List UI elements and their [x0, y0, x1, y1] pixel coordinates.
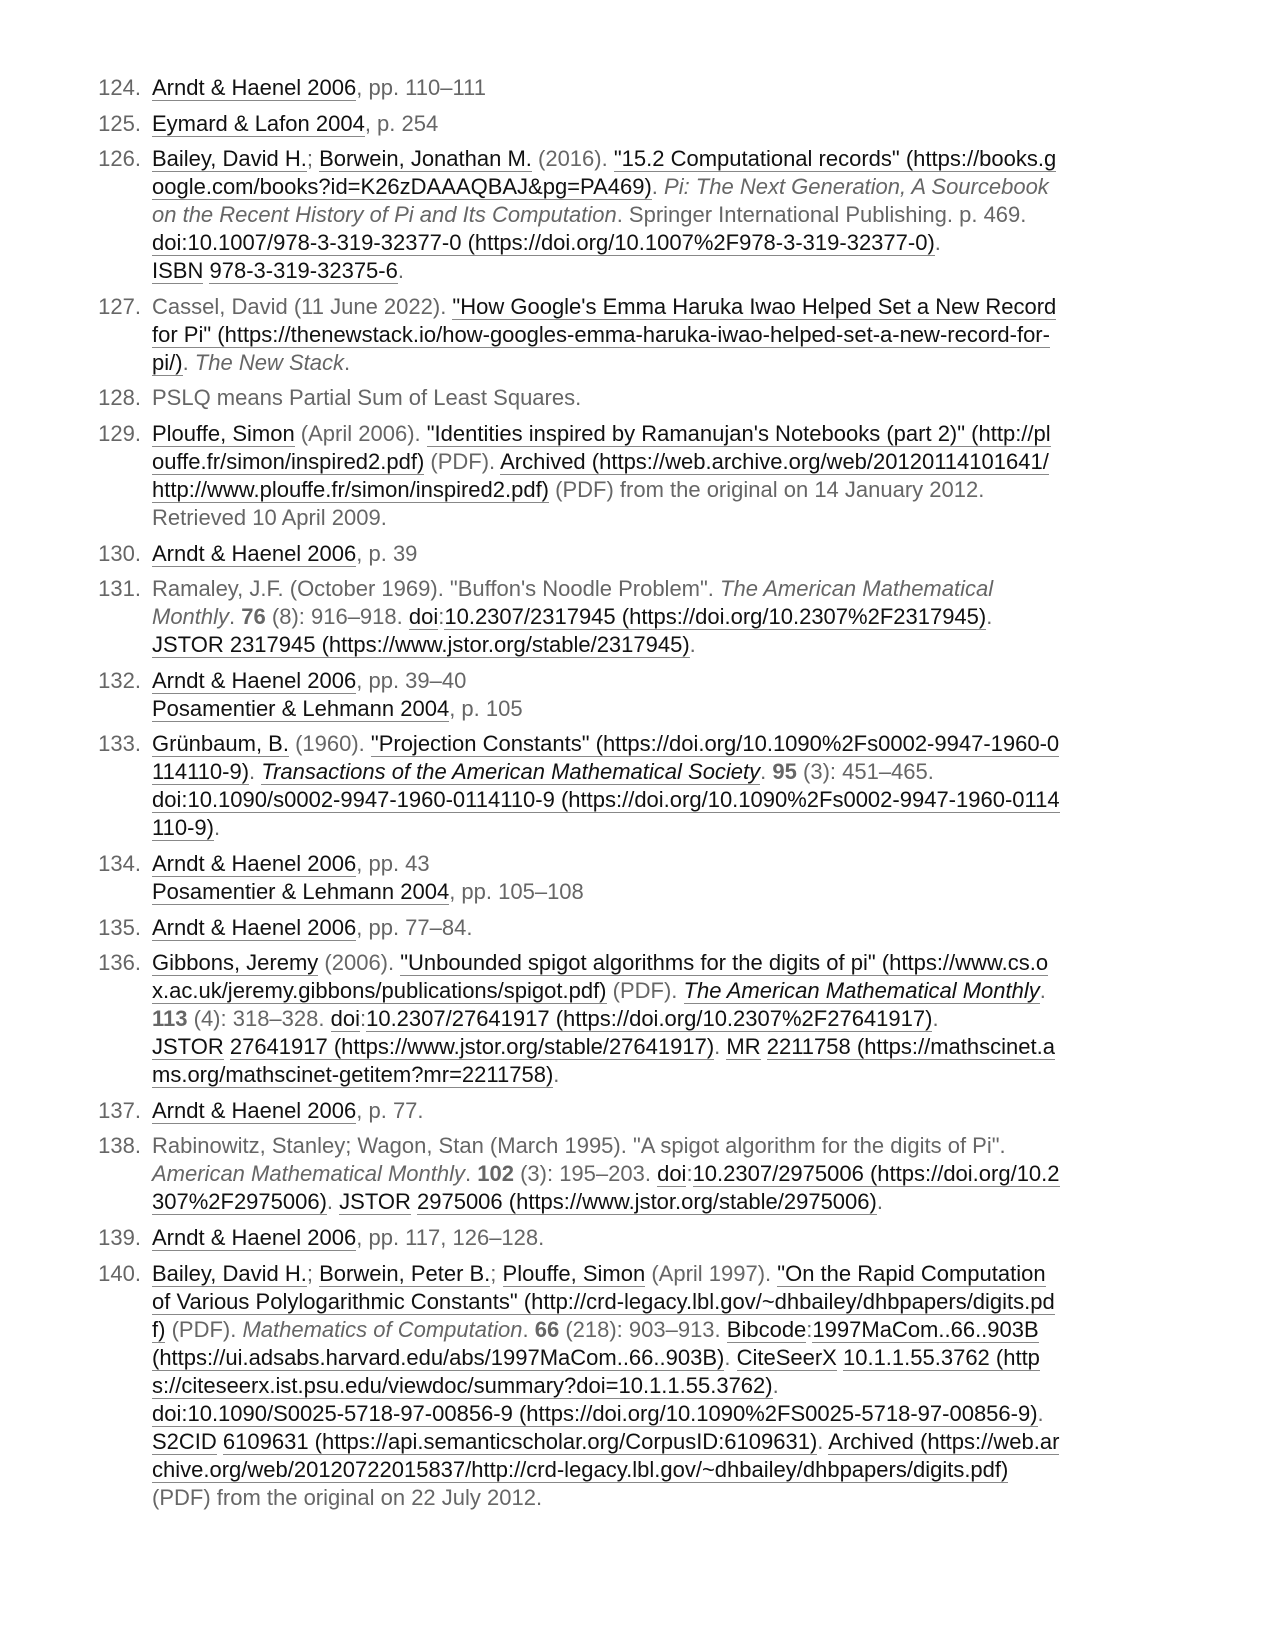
reference-line [152, 321, 1184, 349]
reference-link[interactable]: Arndt & Haenel 2006 [152, 540, 357, 566]
reference-line [152, 448, 1184, 476]
reference-number: 124. [98, 75, 141, 100]
reference-text [152, 914, 1184, 942]
reference-link[interactable]: ISBN [152, 258, 204, 284]
reference-line [152, 349, 1184, 377]
reference-link[interactable]: Gibbons, Jeremy [152, 950, 319, 976]
reference-text-segment: (4): 318–328. [187, 1006, 331, 1032]
reference-line [152, 1188, 1184, 1216]
reference-line [152, 384, 1184, 412]
reference-text-segment: , p. 105 [449, 695, 523, 721]
reference-text [152, 730, 1184, 842]
reference-text-segment: : [686, 1161, 693, 1187]
reference-link[interactable]: 10.2307/27641917 (https://doi.org/10.2307%2F27641917) [366, 1006, 933, 1032]
reference-text-segment: . [182, 349, 195, 375]
reference-link[interactable]: Borwein, Peter B. [319, 1260, 491, 1286]
reference-line [152, 476, 1184, 504]
reference-text-segment: . [343, 349, 351, 375]
reference-text-segment [217, 1429, 223, 1454]
reference-link[interactable]: Posamentier & Lehmann 2004 [152, 695, 450, 721]
reference-link[interactable]: 307%2F2975006) [152, 1189, 327, 1215]
reference-text-segment: . [1039, 978, 1046, 1004]
reference-text-segment: ; [490, 1260, 503, 1286]
reference-text [152, 575, 1184, 659]
reference-link[interactable]: Bibcode [726, 1316, 807, 1342]
reference-text-segment: , pp. 110–111 [356, 75, 486, 100]
reference-number: 128. [98, 385, 141, 411]
reference-line [152, 695, 1184, 723]
reference-link[interactable]: "Unbounded spigot algorithms for the digits of pi" (https://www.cs.o [400, 950, 1049, 976]
reference-link[interactable]: Grünbaum, B. [152, 731, 289, 757]
reference-line [152, 914, 1184, 942]
reference-text [152, 293, 1184, 377]
reference-line [152, 575, 1184, 603]
volume-number: 95 [772, 759, 797, 785]
reference-text-segment: Retrieved 10 April 2009. [152, 504, 387, 530]
reference-text-segment: . [522, 1316, 535, 1342]
reference-text [152, 145, 1184, 285]
reference-text-segment: , pp. 105–108 [449, 878, 584, 904]
reference-line [152, 145, 1184, 173]
reference-line [152, 1400, 1184, 1428]
reference-text-segment: . [714, 1034, 727, 1060]
reference-line [152, 504, 1184, 532]
reference-link[interactable]: chive.org/web/20120722015837/http://crd-legacy.lbl.gov/~dhbailey/dhbpapers/digits.pdf) [152, 1456, 1009, 1482]
reference-link[interactable]: JSTOR [339, 1189, 411, 1215]
publication-title: The New Stack [194, 349, 344, 375]
reference-number: 137. [98, 1097, 141, 1123]
publication-title: Pi: The Next Generation, A Sourcebook [664, 174, 1049, 200]
reference-line [152, 74, 1184, 102]
reference-link[interactable]: ouffe.fr/simon/inspired2.pdf) [152, 448, 425, 474]
reference-link[interactable]: Arndt & Haenel 2006 [152, 1097, 357, 1123]
reference-text-segment: . Springer International Publishing. p. 469. [616, 202, 1027, 228]
reference-text-segment: . [772, 1372, 779, 1398]
reference-line [152, 257, 1184, 285]
reference-text [152, 74, 1184, 102]
reference-item [0, 420, 1275, 532]
reference-line [152, 201, 1184, 229]
reference-number: 129. [98, 420, 141, 446]
reference-text-segment: . [817, 1428, 829, 1454]
reference-link[interactable]: x.ac.uk/jeremy.gibbons/publications/spigot.pdf) [152, 978, 607, 1004]
reference-text [152, 850, 1184, 906]
reference-item [0, 1132, 1275, 1216]
reference-text-segment: : [438, 604, 445, 630]
reference-text-segment: (PDF). [165, 1316, 243, 1342]
reference-link[interactable]: doi [330, 1006, 360, 1032]
reference-link[interactable]: Plouffe, Simon [152, 420, 295, 446]
reference-text-segment: . [326, 1189, 340, 1215]
reference-text-segment: . [934, 230, 941, 256]
reference-line [152, 977, 1184, 1005]
reference-text-segment: . [213, 815, 221, 841]
reference-number: 126. [98, 146, 141, 172]
reference-text-segment: . [553, 1062, 560, 1088]
reference-text-segment: , pp. 43 [356, 850, 430, 876]
reference-link[interactable]: 27641917 (https://www.jstor.org/stable/27641917) [229, 1034, 715, 1060]
reference-text-segment: . [1037, 1400, 1044, 1426]
publication-title: Monthly [152, 604, 230, 630]
reference-text [152, 949, 1184, 1089]
reference-text [152, 540, 1184, 568]
reference-link[interactable]: Arndt & Haenel 2006 [152, 75, 357, 100]
reference-text [152, 1132, 1184, 1216]
reference-text-segment: (2006). [318, 950, 401, 976]
reference-number: 136. [98, 950, 141, 976]
reference-link[interactable]: f) [152, 1316, 166, 1342]
reference-number: 127. [98, 293, 141, 319]
reference-text-segment: (PDF) from the original on 22 July 2012. [152, 1484, 543, 1510]
reference-line [152, 1097, 1184, 1125]
reference-line [152, 1061, 1184, 1089]
reference-link[interactable]: Posamentier & Lehmann 2004 [152, 878, 450, 904]
reference-link[interactable]: The American Mathematical Monthly [683, 978, 1040, 1004]
reference-link[interactable]: "15.2 Computational records" (https://books.g [613, 146, 1057, 172]
reference-text-segment: (PDF). [424, 448, 501, 474]
reference-number: 138. [98, 1133, 141, 1159]
reference-text-segment: Ramaley, J.F. (October 1969). "Buffon's Noodle Problem". [152, 576, 721, 602]
volume-number: 66 [534, 1316, 560, 1342]
reference-line [152, 1372, 1184, 1400]
reference-line [152, 758, 1184, 786]
reference-line [152, 1316, 1184, 1344]
reference-link[interactable]: 2975006 (https://www.jstor.org/stable/2975006) [417, 1189, 877, 1215]
reference-number: 134. [98, 850, 141, 876]
reference-text-segment: , p. 77. [356, 1097, 424, 1123]
reference-line [152, 949, 1184, 977]
reference-line [152, 786, 1184, 814]
reference-line [152, 667, 1184, 695]
reference-number: 135. [98, 914, 141, 940]
reference-line [152, 814, 1184, 842]
reference-link[interactable]: oogle.com/books?id=K26zDAAAQBAJ&pg=PA469) [152, 174, 652, 200]
publication-title: Mathematics of Computation [242, 1316, 523, 1342]
reference-link[interactable]: Bailey, David H. [152, 1260, 307, 1286]
reference-text [152, 1097, 1184, 1125]
reference-link[interactable]: Transactions of the American Mathematical Society [261, 759, 761, 785]
reference-text-segment: (2016). [531, 146, 614, 172]
reference-link[interactable]: Eymard & Lafon 2004 [152, 110, 365, 136]
reference-link[interactable]: doi [408, 604, 439, 630]
reference-link[interactable]: doi [657, 1161, 687, 1187]
reference-link[interactable]: for Pi" (https://thenewstack.io/how-googles-emma-haruka-iwao-helped-set-a-new-record-for- [152, 321, 1050, 347]
reference-line [152, 540, 1184, 568]
reference-link[interactable]: Arndt & Haenel 2006 [152, 914, 357, 940]
reference-line [152, 850, 1184, 878]
reference-line [152, 1033, 1184, 1061]
reference-link[interactable]: 2211758 (https://mathscinet.a [766, 1034, 1055, 1060]
reference-link[interactable]: Arndt & Haenel 2006 [152, 850, 357, 876]
reference-link[interactable]: of Various Polylogarithmic Constants" (http://crd-legacy.lbl.gov/~dhbailey/dhbpapers/digits.pd [152, 1288, 1055, 1314]
reference-text-segment: , pp. 39–40 [356, 667, 467, 693]
reference-link[interactable]: "How Google's Emma Haruka Iwao Helped Set a New Record [452, 293, 1057, 319]
reference-text-segment [224, 1034, 230, 1059]
reference-link[interactable]: Archived (https://web.ar [828, 1428, 1060, 1454]
reference-number: 133. [98, 731, 141, 757]
reference-line [152, 1288, 1184, 1316]
reference-text-segment: Rabinowitz, Stanley; Wagon, Stan (March 1995). "A spigot algorithm for the digits of Pi". [152, 1133, 1006, 1159]
reference-link[interactable]: pi/) [152, 349, 183, 375]
reference-link[interactable]: 10.1.1.55.3762 (http [842, 1344, 1040, 1370]
reference-link[interactable]: doi:10.1090/S0025-5718-97-00856-9 (https://doi.org/10.1090%2FS0025-5718-97-00856-9) [152, 1400, 1038, 1426]
reference-text-segment: . [932, 1006, 939, 1032]
reference-number: 132. [98, 667, 141, 693]
reference-text [152, 384, 1184, 412]
reference-link[interactable]: 114110-9) [152, 759, 250, 785]
reference-item [0, 74, 1275, 102]
reference-item [0, 384, 1275, 412]
reference-line [152, 1344, 1184, 1372]
reference-item [0, 540, 1275, 568]
reference-link[interactable]: JSTOR 2317945 (https://www.jstor.org/stable/2317945) [152, 632, 690, 658]
reference-link[interactable]: 978-3-319-32375-6 [209, 258, 398, 284]
reference-item [0, 850, 1275, 906]
reference-text-segment: . [689, 632, 696, 658]
publication-title: The American Mathematical [720, 576, 994, 602]
reference-link[interactable]: 10.2307/2317945 (https://doi.org/10.2307%2F2317945) [444, 604, 987, 630]
reference-item [0, 914, 1275, 942]
reference-link[interactable]: Bailey, David H. [152, 146, 307, 172]
reference-item [0, 575, 1275, 659]
reference-text-segment: PSLQ means Partial Sum of Least Squares. [152, 385, 582, 411]
reference-link[interactable]: "Identities inspired by Ramanujan's Notebooks (part 2)" (http://pl [426, 420, 1051, 446]
reference-text-segment: (3): 451–465. [796, 759, 934, 785]
reference-number: 140. [98, 1260, 141, 1286]
reference-text-segment: (1960). [288, 731, 371, 757]
reference-line [152, 293, 1184, 321]
reference-line [152, 420, 1184, 448]
reference-text-segment: (April 1997). [645, 1260, 778, 1286]
reference-number: 125. [98, 110, 141, 136]
reference-text-segment: . [229, 604, 242, 630]
reference-text-segment: . [651, 174, 665, 200]
reference-item [0, 667, 1275, 723]
reference-link[interactable]: doi:10.1090/s0002-9947-1960-0114110-9 (https://doi.org/10.1090%2Fs0002-9947-1960-0114 [152, 787, 1060, 813]
reference-link[interactable]: CiteSeerX [736, 1344, 837, 1370]
reference-text-segment: (218): 903–913. [559, 1316, 727, 1342]
volume-number: 76 [241, 604, 266, 630]
reference-number: 139. [98, 1224, 141, 1250]
reference-text-segment: (8): 916–918. [265, 604, 409, 630]
reference-item [0, 1260, 1275, 1512]
reference-line [152, 1260, 1184, 1288]
reference-text-segment: Cassel, David (11 June 2022). [152, 293, 453, 319]
reference-text-segment [761, 1034, 767, 1059]
volume-number: 102 [477, 1161, 514, 1187]
reference-item [0, 949, 1275, 1089]
reference-text-segment: . [397, 258, 404, 284]
reference-text-segment: . [249, 759, 262, 785]
reference-item [0, 1224, 1275, 1252]
reference-line [152, 878, 1184, 906]
reference-link[interactable]: JSTOR [152, 1034, 224, 1060]
reference-line [152, 1428, 1184, 1456]
reference-text [152, 1224, 1184, 1252]
reference-item [0, 110, 1275, 138]
reference-line [152, 631, 1184, 659]
reference-number: 131. [98, 576, 141, 602]
reference-line [152, 1160, 1184, 1188]
reference-text-segment: . [986, 604, 993, 630]
reference-line [152, 1484, 1184, 1512]
reference-line [152, 1132, 1184, 1160]
reference-link[interactable]: S2CID [152, 1428, 217, 1454]
publication-title: American Mathematical Monthly [152, 1161, 466, 1187]
reference-link[interactable]: Arndt & Haenel 2006 [152, 667, 357, 693]
reference-text-segment: . [724, 1344, 737, 1370]
reference-list [0, 74, 1275, 1519]
reference-text-segment: : [359, 1006, 367, 1032]
reference-item [0, 145, 1275, 285]
reference-text-segment: : [806, 1316, 813, 1342]
reference-link[interactable]: 6109631 (https://api.semanticscholar.org/CorpusID:6109631) [222, 1428, 818, 1454]
reference-text-segment: , pp. 77–84. [356, 914, 473, 940]
reference-link[interactable]: (https://ui.adsabs.harvard.edu/abs/1997MaCom..66..903B) [152, 1344, 725, 1370]
reference-text [152, 420, 1184, 532]
reference-link[interactable]: ms.org/mathscinet-getitem?mr=2211758) [152, 1062, 554, 1088]
reference-item [0, 730, 1275, 842]
reference-text-segment: , pp. 117, 126–128. [356, 1224, 545, 1250]
reference-link[interactable]: Borwein, Jonathan M. [319, 146, 532, 172]
reference-line [152, 603, 1184, 631]
reference-link[interactable]: "On the Rapid Computation [777, 1260, 1046, 1286]
reference-link[interactable]: "Projection Constants" (https://doi.org/10.1090%2Fs0002-9947-1960-0 [370, 731, 1060, 757]
reference-link[interactable]: Archived (https://web.archive.org/web/20120114101641/ [500, 448, 1049, 474]
reference-text-segment: . [760, 759, 773, 785]
reference-line [152, 229, 1184, 257]
reference-text-segment: . [465, 1161, 478, 1187]
reference-link[interactable]: MR [726, 1034, 761, 1060]
reference-line [152, 730, 1184, 758]
reference-link[interactable]: doi:10.1007/978-3-319-32377-0 (https://doi.org/10.1007%2F978-3-319-32377-0) [152, 230, 935, 256]
reference-text-segment: (PDF) from the original on 14 January 2012. [549, 476, 985, 502]
reference-item [0, 1097, 1275, 1125]
reference-line [152, 173, 1184, 201]
reference-link[interactable]: 10.2307/2975006 (https://doi.org/10.2 [692, 1161, 1060, 1187]
reference-number: 130. [98, 540, 141, 566]
publication-title: on the Recent History of Pi and Its Computation [152, 202, 617, 228]
reference-text-segment: . [876, 1189, 883, 1215]
reference-text-segment: ; [306, 1260, 320, 1286]
reference-text-segment: (April 2006). [294, 420, 427, 446]
reference-line [152, 1456, 1184, 1484]
reference-text-segment: (3): 195–203. [513, 1161, 658, 1187]
reference-link[interactable]: Plouffe, Simon [502, 1260, 646, 1286]
volume-number: 113 [152, 1006, 188, 1032]
reference-text-segment: (PDF). [606, 978, 684, 1004]
reference-link[interactable]: 110-9) [152, 815, 214, 841]
reference-line [152, 110, 1184, 138]
reference-link[interactable]: Arndt & Haenel 2006 [152, 1224, 357, 1250]
reference-text [152, 667, 1184, 723]
reference-link[interactable]: http://www.plouffe.fr/simon/inspired2.pdf) [152, 476, 550, 502]
reference-text [152, 1260, 1184, 1512]
reference-link[interactable]: s://citeseerx.ist.psu.edu/viewdoc/summary?doi=10.1.1.55.3762) [152, 1372, 773, 1398]
reference-link[interactable]: 1997MaCom..66..903B [812, 1316, 1039, 1342]
reference-item [0, 293, 1275, 377]
reference-text [152, 110, 1184, 138]
reference-text-segment: , p. 39 [356, 540, 418, 566]
reference-text-segment: , p. 254 [364, 110, 439, 136]
reference-text-segment: ; [306, 146, 320, 172]
reference-line [152, 1224, 1184, 1252]
reference-line [152, 1005, 1184, 1033]
